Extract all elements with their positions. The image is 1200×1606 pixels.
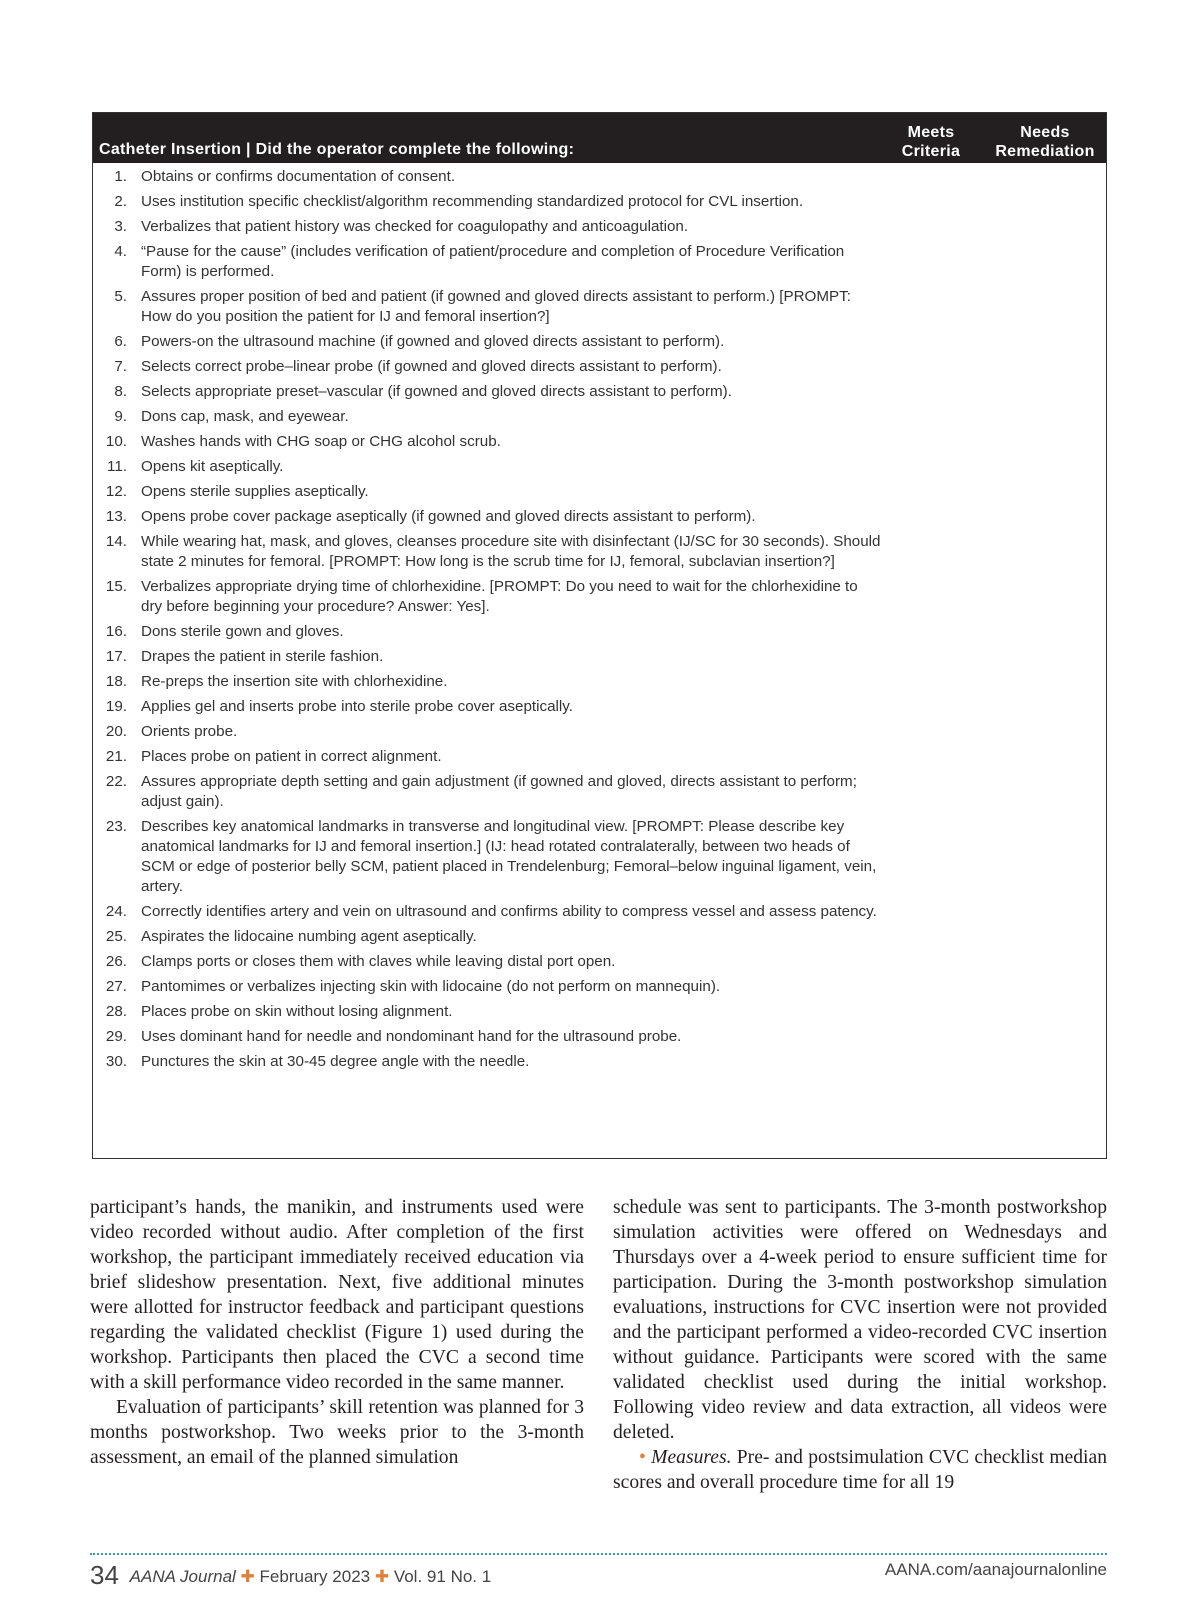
body-paragraph: Evaluation of participants’ skill retention was planned for 3 months postworkshop. Two weeks prior to the 3-month assessment, an email of the planned simulation [90, 1397, 584, 1468]
checklist-item [93, 927, 1106, 947]
table-header [93, 113, 1106, 163]
item-number: 17. [105, 648, 127, 665]
item-text: Places probe on skin without losing alignment. [141, 1003, 453, 1020]
item-text: Drapes the patient in sterile fashion. [141, 648, 384, 665]
checklist-item [93, 952, 1106, 972]
item-text: Opens sterile supplies aseptically. [141, 483, 369, 500]
item-number: 1. [114, 168, 127, 185]
item-number: 14. [105, 533, 127, 550]
item-number: 16. [105, 623, 127, 640]
issue-date: February 2023 [259, 1567, 371, 1586]
item-text: Aspirates the lidocaine numbing agent aseptically. [141, 928, 477, 945]
item-text: Obtains or confirms documentation of consent. [141, 168, 456, 185]
item-number: 11. [107, 458, 127, 475]
checklist-item [93, 532, 1106, 572]
checklist-item [93, 287, 1106, 327]
bullet-icon: • [639, 1447, 646, 1468]
item-text: Re-preps the insertion site with chlorhexidine. [141, 673, 448, 690]
item-text: Verbalizes that patient history was checked for coagulopathy and anticoagulation. [141, 218, 689, 235]
footer-rule [90, 1553, 1107, 1555]
item-number: 21. [105, 748, 127, 765]
item-number: 24. [105, 903, 127, 920]
item-number: 3. [114, 218, 127, 235]
item-number: 22. [105, 773, 127, 790]
checklist-item [93, 167, 1106, 187]
run-in-heading: Measures. [651, 1447, 732, 1468]
volume: Vol. 91 [393, 1567, 446, 1586]
item-number: 27. [105, 978, 127, 995]
item-number: 2. [114, 193, 127, 210]
checklist-table [92, 112, 1107, 1159]
item-number: 10. [105, 433, 127, 450]
item-number: 20. [105, 723, 127, 740]
checklist-item [93, 817, 1106, 897]
item-number: 4. [114, 243, 127, 260]
checklist-item [93, 772, 1106, 812]
checklist-item [93, 672, 1106, 692]
table-title: Catheter Insertion | Did the operator complete the following: [99, 141, 575, 158]
meets-criteria-header: Meets Criteria [901, 124, 961, 160]
item-text: Dons sterile gown and gloves. [141, 623, 344, 640]
item-number: 28. [105, 1003, 127, 1020]
checklist-item [93, 977, 1106, 997]
item-number: 25. [105, 928, 127, 945]
item-number: 6. [114, 333, 127, 350]
body-paragraph [613, 1445, 1107, 1495]
checklist-item [93, 1002, 1106, 1022]
checklist-item [93, 457, 1106, 477]
checklist-item [93, 382, 1106, 402]
body-column-right [613, 1195, 1107, 1495]
item-number: 19. [105, 698, 127, 715]
checklist-items [93, 163, 1106, 1072]
checklist-item [93, 622, 1106, 642]
paragraph-text: Pre- and postsimulation CVC checklist median scores and overall procedure time for all 19 [613, 1447, 1107, 1493]
item-text: Opens probe cover package aseptically (if gowned and gloved directs assistant to perform). [141, 508, 756, 525]
item-number: 8. [114, 383, 127, 400]
checklist-item [93, 1027, 1106, 1047]
checklist-item [93, 357, 1106, 377]
item-number: 30. [105, 1053, 127, 1070]
checklist-item [93, 1052, 1106, 1072]
item-text: Describes key anatomical landmarks in transverse and longitudinal view. [PROMPT: Please describe key anatomical landmarks for IJ and femoral insertion.] (IJ: head rotated contralaterally, between two heads of SCM or edge of posterior belly SCM, patient placed in Trendelenburg; Femoral–below inguinal ligament, vein, artery. [141, 818, 877, 895]
item-number: 15. [105, 578, 127, 595]
item-text: Opens kit aseptically. [141, 458, 284, 475]
plus-icon: ✚ [374, 1567, 390, 1586]
item-text: Punctures the skin at 30-45 degree angle with the needle. [141, 1053, 530, 1070]
item-text: Powers-on the ultrasound machine (if gowned and gloved directs assistant to perform). [141, 333, 725, 350]
item-text: Places probe on patient in correct alignment. [141, 748, 442, 765]
item-text: Pantomimes or verbalizes injecting skin with lidocaine (do not perform on mannequin). [141, 978, 721, 995]
checklist-item [93, 242, 1106, 282]
item-text: Dons cap, mask, and eyewear. [141, 408, 349, 425]
item-number: 26. [105, 953, 127, 970]
checklist-item [93, 747, 1106, 767]
item-number: 12. [105, 483, 127, 500]
checklist-item [93, 902, 1106, 922]
checklist-item [93, 407, 1106, 427]
journal-name: AANA Journal [129, 1567, 236, 1586]
issue: No. 1 [450, 1567, 492, 1586]
footer-left [90, 1560, 491, 1591]
item-number: 23. [105, 818, 127, 835]
checklist-item [93, 192, 1106, 212]
checklist-item [93, 697, 1106, 717]
checklist-item [93, 217, 1106, 237]
body-paragraph: participant’s hands, the manikin, and instruments used were video recorded without audio. After completion of the first workshop, the participant immediately received education via brief slideshow presentation. Next, five additional minutes were allotted for instructor feedback and participant questions regarding the validated checklist (Figure 1) used during the workshop. Participants then placed the CVC a second time with a skill performance video recorded in the same manner. [90, 1197, 584, 1393]
item-number: 9. [114, 408, 127, 425]
item-number: 29. [105, 1028, 127, 1045]
body-paragraph: schedule was sent to participants. The 3-month postworkshop simulation activities were offered on Wednesdays and Thursdays over a 4-week period to ensure sufficient time for participation. During the 3-month postworkshop simulation evaluations, instructions for CVC insertion were not provided and the participant performed a video-recorded CVC insertion without guidance. Participants were scored with the same validated checklist used during the initial workshop. Following video review and data extraction, all videos were deleted. [613, 1197, 1107, 1443]
item-text: Uses dominant hand for needle and nondominant hand for the ultrasound probe. [141, 1028, 682, 1045]
needs-remediation-header: Needs Remediation [995, 124, 1095, 160]
item-number: 5. [114, 288, 127, 305]
checklist-item [93, 507, 1106, 527]
plus-icon: ✚ [240, 1567, 255, 1586]
item-number: 7. [114, 358, 127, 375]
item-text: Selects correct probe–linear probe (if gowned and gloved directs assistant to perform). [141, 358, 722, 375]
item-text: “Pause for the cause” (includes verification of patient/procedure and completion of Procedure Verification Form) is performed. [141, 243, 845, 280]
checklist-item [93, 577, 1106, 617]
checklist-item [93, 482, 1106, 502]
item-number: 13. [105, 508, 127, 525]
checklist-item [93, 332, 1106, 352]
item-text: Washes hands with CHG soap or CHG alcohol scrub. [141, 433, 501, 450]
checklist-item [93, 432, 1106, 452]
footer-url: AANA.com/aanajournalonline [884, 1560, 1107, 1579]
page-number: 34 [90, 1560, 119, 1590]
item-text: Correctly identifies artery and vein on ultrasound and confirms ability to compress vessel and assess patency. [141, 903, 877, 920]
body-column-left [90, 1195, 584, 1470]
item-text: Orients probe. [141, 723, 238, 740]
item-text: Assures appropriate depth setting and gain adjustment (if gowned and gloved, directs assistant to perform; adjust gain). [141, 773, 857, 810]
item-text: Verbalizes appropriate drying time of chlorhexidine. [PROMPT: Do you need to wait for the chlorhexidine to dry before beginning your procedure? Answer: Yes]. [141, 578, 858, 615]
item-text: Uses institution specific checklist/algorithm recommending standardized protocol for CVL insertion. [141, 193, 804, 210]
item-text: Selects appropriate preset–vascular (if gowned and gloved directs assistant to perform). [141, 383, 732, 400]
checklist-item [93, 647, 1106, 667]
item-text: Assures proper position of bed and patient (if gowned and gloved directs assistant to perform.) [PROMPT: How do you position the patient for IJ and femoral insertion?] [141, 288, 851, 325]
item-text: Applies gel and inserts probe into sterile probe cover aseptically. [141, 698, 573, 715]
checklist-item [93, 722, 1106, 742]
item-text: Clamps ports or closes them with claves while leaving distal port open. [141, 953, 616, 970]
item-number: 18. [105, 673, 127, 690]
item-text: While wearing hat, mask, and gloves, cleanses procedure site with disinfectant (IJ/SC for 30 seconds). Should state 2 minutes for femoral. [PROMPT: How long is the scrub time for IJ, femoral, subclavian insertion?] [141, 533, 881, 570]
